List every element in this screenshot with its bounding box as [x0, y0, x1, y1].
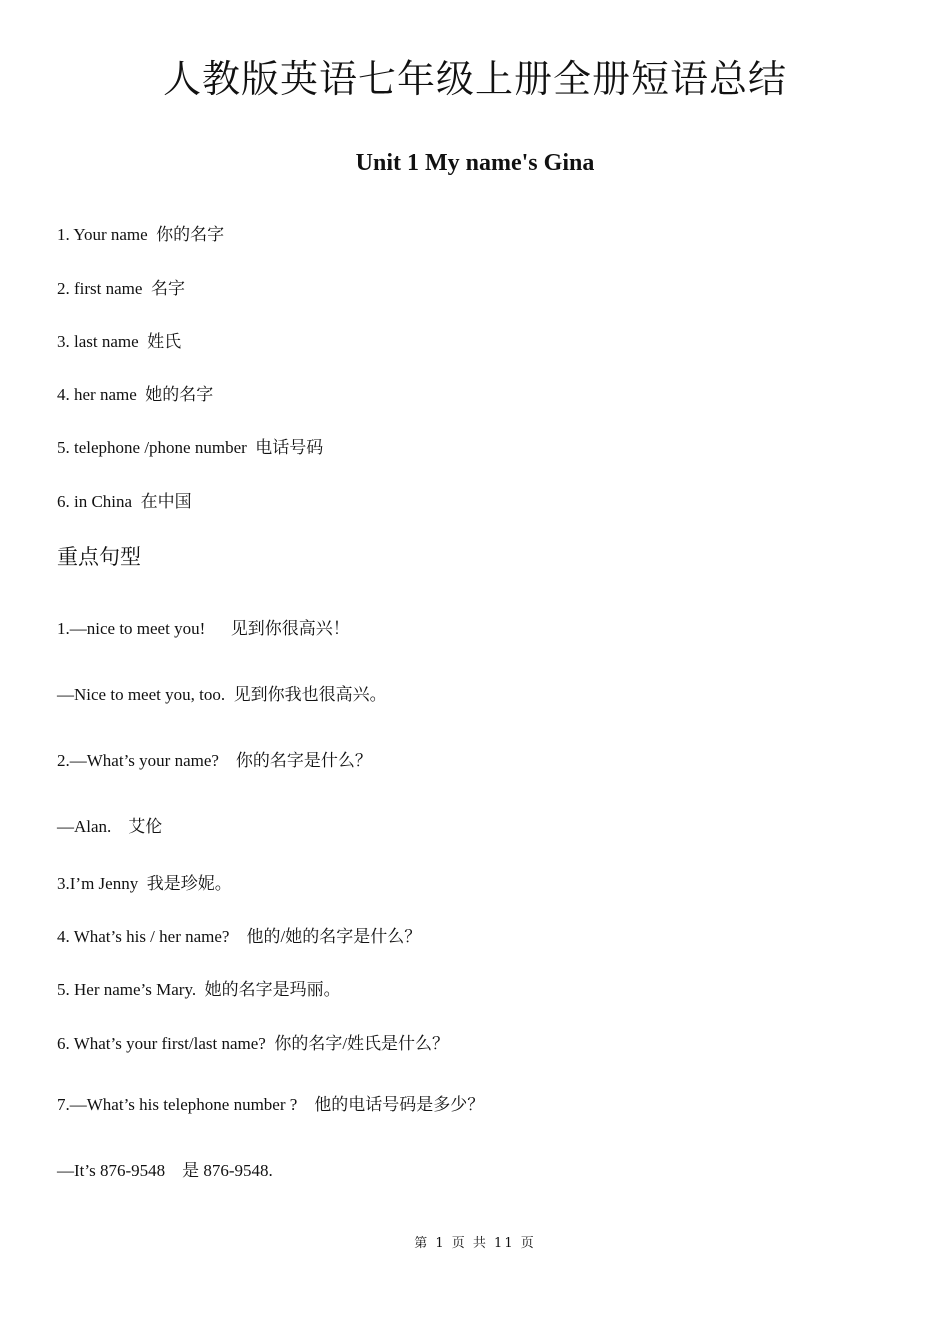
sentence-item: —Alan. 艾伦: [57, 817, 163, 836]
phrase-item: 3. last name 姓氏: [57, 332, 182, 351]
document-title: 人教版英语七年级上册全册短语总结: [162, 57, 787, 101]
page-footer: 第 1 页 共 11 页: [414, 1236, 536, 1251]
sentence-item: 6. What’s your first/last name? 你的名字/姓氏是什么？: [57, 1034, 450, 1053]
section-heading: 重点句型: [57, 545, 141, 569]
phrase-item: 5. telephone /phone number 电话号码: [57, 438, 324, 457]
phrase-item: 4. her name 她的名字: [57, 385, 214, 404]
sentence-item: 4. What’s his / her name? 他的/她的名字是什么？: [57, 927, 422, 946]
sentence-item: 7.—What’s his telephone number ? 他的电话号码是多少？: [57, 1095, 485, 1114]
sentence-item: 3.I’m Jenny 我是珍妮。: [57, 874, 232, 893]
sentence-item: —Nice to meet you, too. 见到你我也很高兴。: [57, 685, 387, 704]
phrase-item: 1. Your name 你的名字: [57, 225, 225, 244]
sentence-item: 5. Her name’s Mary. 她的名字是玛丽。: [57, 980, 341, 999]
sentence-item: 1.—nice to meet you! 见到你很高兴！: [57, 619, 350, 638]
sentence-item: —It’s 876-9548 是 876-9548.: [57, 1161, 273, 1180]
phrase-item: 6. in China 在中国: [57, 492, 192, 511]
sentence-item: 2.—What’s your name? 你的名字是什么？: [57, 751, 372, 770]
phrase-item: 2. first name 名字: [57, 279, 185, 298]
unit-title: Unit 1 My name's Gina: [355, 150, 595, 176]
